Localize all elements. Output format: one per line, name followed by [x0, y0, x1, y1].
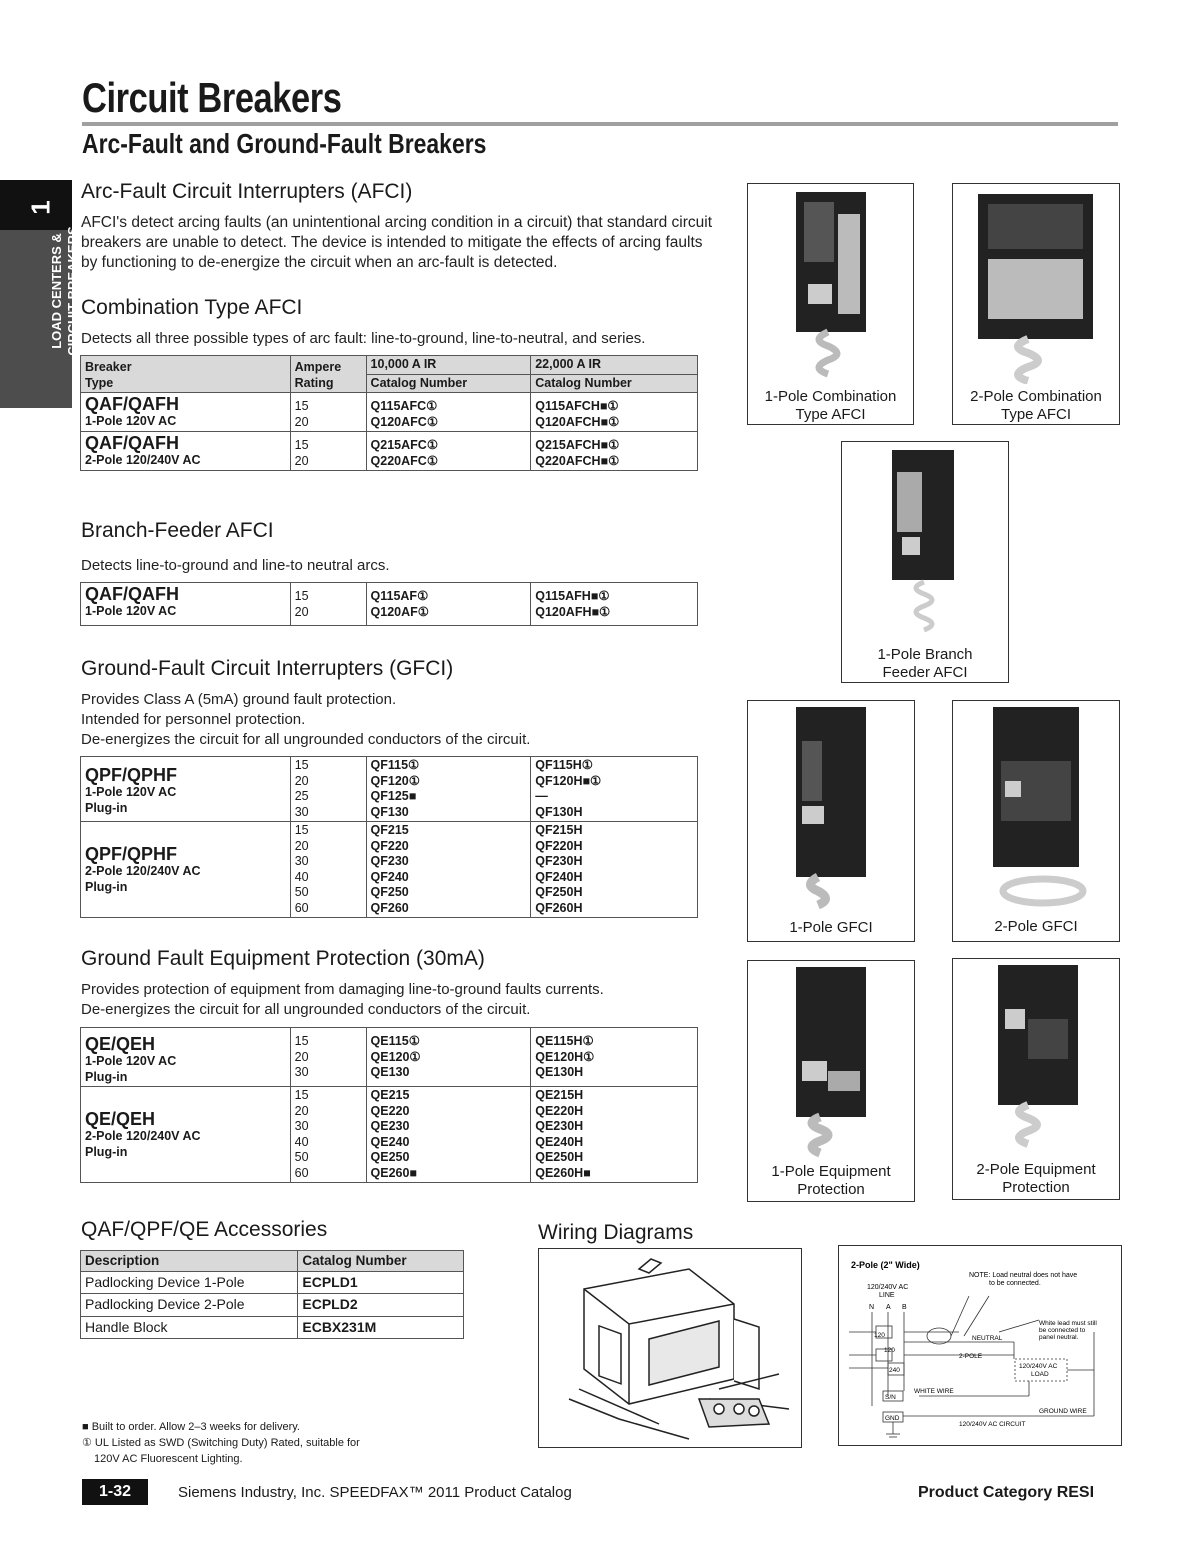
photo-1pole-gfci [747, 700, 915, 942]
model-desc: 2-Pole 120/240V AC Plug-in [85, 1129, 201, 1159]
table-row [81, 583, 698, 626]
diagram-v240: 240 [889, 1367, 900, 1374]
diagram-title: 2-Pole (2" Wide) [851, 1260, 920, 1270]
col-22000-ir: 22,000 A IR [531, 356, 698, 375]
breaker-photo-icon [748, 961, 914, 1161]
model-name: QPF/QPHF [85, 765, 178, 785]
model-desc: 1-Pole 120V AC [85, 604, 177, 618]
catalog-10k: QE115① QE120① QE130 [366, 1028, 531, 1087]
breaker-photo-icon [953, 959, 1119, 1159]
afci-heading: Arc-Fault Circuit Interrupters (AFCI) [81, 180, 413, 203]
page-subtitle: Arc-Fault and Ground-Fault Breakers [82, 128, 487, 159]
diagram-gnd: GND [885, 1415, 900, 1422]
ampere-values: 15 20 [290, 583, 366, 626]
diagram-line-label: LINE [879, 1292, 895, 1299]
table-row [81, 1294, 464, 1317]
model-name: QPF/QPHF [85, 844, 178, 864]
title-rule [82, 122, 1118, 126]
col-10000-ir: 10,000 A IR [366, 356, 531, 375]
accessory-desc: Padlocking Device 1-Pole [81, 1271, 298, 1294]
breaker-photo-icon [748, 184, 913, 384]
photo-caption: 1-Pole Branch Feeder AFCI [877, 646, 973, 681]
diagram-white-lead: panel neutral. [1039, 1334, 1079, 1341]
section-tab-number: 1 [25, 200, 56, 215]
col-description: Description [81, 1251, 298, 1272]
accessory-catalog: ECBX231M [298, 1316, 464, 1339]
photo-2pole-equipment-protection [952, 958, 1120, 1200]
table-row [81, 1316, 464, 1339]
diagram-v120: 120 [874, 1332, 885, 1339]
ampere-values: 15 20 30 40 50 60 [290, 822, 366, 918]
breaker-drawing-icon [539, 1249, 801, 1447]
catalog-22k: QE215H QE220H QE230H QE240H QE250H QE260H■ [531, 1087, 698, 1183]
breaker-photo-icon [953, 701, 1119, 916]
breaker-photo-icon [953, 184, 1119, 384]
photo-caption: 2-Pole Equipment Protection [976, 1161, 1096, 1196]
model-desc: 2-Pole 120/240V AC Plug-in [85, 864, 201, 894]
diagram-white-lead: be connected to [1039, 1327, 1086, 1334]
diagram-circuit: 120/240V AC CIRCUIT [959, 1421, 1026, 1428]
section-tab-label-line2: CIRCUIT BREAKERS [65, 226, 80, 356]
diagram-ground-wire: GROUND WIRE [1039, 1408, 1087, 1415]
photo-caption: 2-Pole GFCI [994, 918, 1078, 935]
page-number: 1-32 [82, 1479, 148, 1505]
catalog-22k: Q115AFCH■① Q120AFCH■① [531, 393, 698, 432]
catalog-10k: Q115AF① Q120AF① [366, 583, 531, 626]
diagram-neutral: NEUTRAL [972, 1335, 1003, 1342]
ampere-values: 15 20 25 30 [290, 757, 366, 822]
catalog-10k: QE215 QE220 QE230 QE240 QE250 QE260■ [366, 1087, 531, 1183]
diagram-note: NOTE: Load neutral does not have [969, 1272, 1078, 1279]
wiring-heading: Wiring Diagrams [538, 1221, 694, 1244]
combo-heading: Combination Type AFCI [81, 296, 303, 319]
combo-text: Detects all three possible types of arc fault: line-to-ground, line-to-neutral, and series. [81, 330, 646, 347]
accessory-catalog: ECPLD1 [298, 1271, 464, 1294]
ampere-values: 15 20 [290, 432, 366, 471]
model-name: QE/QEH [85, 1109, 156, 1129]
afci-text: AFCI's detect arcing faults (an unintentional arcing condition in a circuit) that standard circuit breakers are unable to detect. The device is intended to mitigate the effects of arcing faults by functioning to de-energize the circuit when an arc-fault is detected. [81, 214, 713, 271]
table-row [81, 757, 698, 822]
col-ampere-rating: Ampere Rating [290, 356, 366, 393]
model-desc: 1-Pole 120V AC [85, 414, 177, 428]
photo-caption: 1-Pole Combination Type AFCI [764, 388, 897, 423]
gfci-table [80, 756, 698, 918]
gfci-text: Provides Class A (5mA) ground fault protection. Intended for personnel protection. De-energizes the circuit for all ungrounded conductors of the circuit. [81, 691, 531, 748]
diagram-v120: 120 [884, 1347, 895, 1354]
col-catalog-number: Catalog Number [366, 374, 531, 393]
page-title: Circuit Breakers [82, 74, 342, 121]
section-tab-label [49, 196, 81, 386]
diagram-2pole: 2-POLE [959, 1353, 983, 1360]
section-tab-label-line1: LOAD CENTERS & [49, 233, 64, 349]
catalog-10k: QF115① QF120① QF125■ QF130 [366, 757, 531, 822]
gfep-table [80, 1027, 698, 1183]
gfep-text: Provides protection of equipment from damaging line-to-ground faults currents. De-energizes the circuit for all ungrounded conductors of the circuit. [81, 981, 604, 1018]
diagram-sn: S/N [885, 1394, 896, 1401]
model-name: QAF/QAFH [85, 394, 179, 414]
branch-table [80, 582, 698, 626]
gfci-heading: Ground-Fault Circuit Interrupters (GFCI) [81, 657, 454, 680]
footer-category: Product Category RESI [918, 1484, 1095, 1501]
catalog-10k: QF215 QF220 QF230 QF240 QF250 QF260 [366, 822, 531, 918]
photo-1pole-branch-feeder-afci [841, 441, 1009, 683]
diagram-n: N [869, 1304, 875, 1311]
photo-1pole-combination-afci [747, 183, 914, 425]
photo-1pole-equipment-protection [747, 960, 915, 1202]
diagram-white-lead: White lead must still [1039, 1320, 1097, 1327]
col-catalog-number: Catalog Number [298, 1251, 464, 1272]
model-desc: 2-Pole 120/240V AC [85, 453, 201, 467]
catalog-22k: QE115H① QE120H① QE130H [531, 1028, 698, 1087]
catalog-22k: QF215H QF220H QF230H QF240H QF250H QF260H [531, 822, 698, 918]
gfep-heading: Ground Fault Equipment Protection (30mA) [81, 947, 485, 970]
wiring-schematic-icon [839, 1246, 1121, 1445]
photo-caption: 1-Pole GFCI [789, 919, 873, 936]
diagram-white-wire: WHITE WIRE [914, 1388, 954, 1395]
breaker-photo-icon [842, 442, 1008, 642]
col-catalog-number: Catalog Number [531, 374, 698, 393]
breaker-photo-icon [748, 701, 914, 916]
catalog-22k: Q115AFH■① Q120AFH■① [531, 583, 698, 626]
accessories-heading: QAF/QPF/QE Accessories [81, 1218, 328, 1241]
photo-caption: 1-Pole Equipment Protection [771, 1163, 891, 1198]
catalog-10k: Q215AFC① Q220AFC① [366, 432, 531, 471]
diagram-line-label: 120/240V AC [867, 1284, 909, 1291]
diagram-note: to be connected. [989, 1280, 1041, 1287]
accessory-desc: Padlocking Device 2-Pole [81, 1294, 298, 1317]
model-name: QE/QEH [85, 1034, 156, 1054]
diagram-load: LOAD [1031, 1371, 1049, 1378]
accessory-desc: Handle Block [81, 1316, 298, 1339]
model-desc: 1-Pole 120V AC Plug-in [85, 785, 177, 815]
ampere-values: 15 20 30 40 50 60 [290, 1087, 366, 1183]
model-desc: 1-Pole 120V AC Plug-in [85, 1054, 177, 1084]
photo-2pole-combination-afci [952, 183, 1120, 425]
accessories-table [80, 1250, 464, 1339]
table-row [81, 1087, 698, 1183]
footnote: ① UL Listed as SWD (Switching Duty) Rated, suitable for [82, 1437, 360, 1449]
table-row [81, 393, 698, 432]
table-row [81, 1271, 464, 1294]
accessory-catalog: ECPLD2 [298, 1294, 464, 1317]
footer-publisher: Siemens Industry, Inc. SPEEDFAX™ 2011 Product Catalog [178, 1484, 572, 1501]
combo-table [80, 355, 698, 471]
photo-2pole-gfci [952, 700, 1120, 942]
wiring-schematic [838, 1245, 1122, 1446]
table-row [81, 432, 698, 471]
table-row [81, 822, 698, 918]
branch-text: Detects line-to-ground and line-to neutral arcs. [81, 557, 390, 574]
ampere-values: 15 20 30 [290, 1028, 366, 1087]
col-breaker-type: Breaker Type [81, 356, 291, 393]
model-name: QAF/QAFH [85, 584, 179, 604]
table-row [81, 1028, 698, 1087]
catalog-22k: QF115H① QF120H■① — QF130H [531, 757, 698, 822]
catalog-22k: Q215AFCH■① Q220AFCH■① [531, 432, 698, 471]
breaker-drawing [538, 1248, 802, 1448]
footnote: ■ Built to order. Allow 2–3 weeks for delivery. [82, 1421, 300, 1433]
model-name: QAF/QAFH [85, 433, 179, 453]
catalog-10k: Q115AFC① Q120AFC① [366, 393, 531, 432]
footnote: 120V AC Fluorescent Lighting. [94, 1453, 243, 1465]
photo-caption: 2-Pole Combination Type AFCI [970, 388, 1102, 423]
branch-heading: Branch-Feeder AFCI [81, 519, 274, 542]
diagram-b: B [902, 1304, 907, 1311]
diagram-load: 120/240V AC [1019, 1363, 1058, 1370]
ampere-values: 15 20 [290, 393, 366, 432]
diagram-a: A [886, 1304, 891, 1311]
